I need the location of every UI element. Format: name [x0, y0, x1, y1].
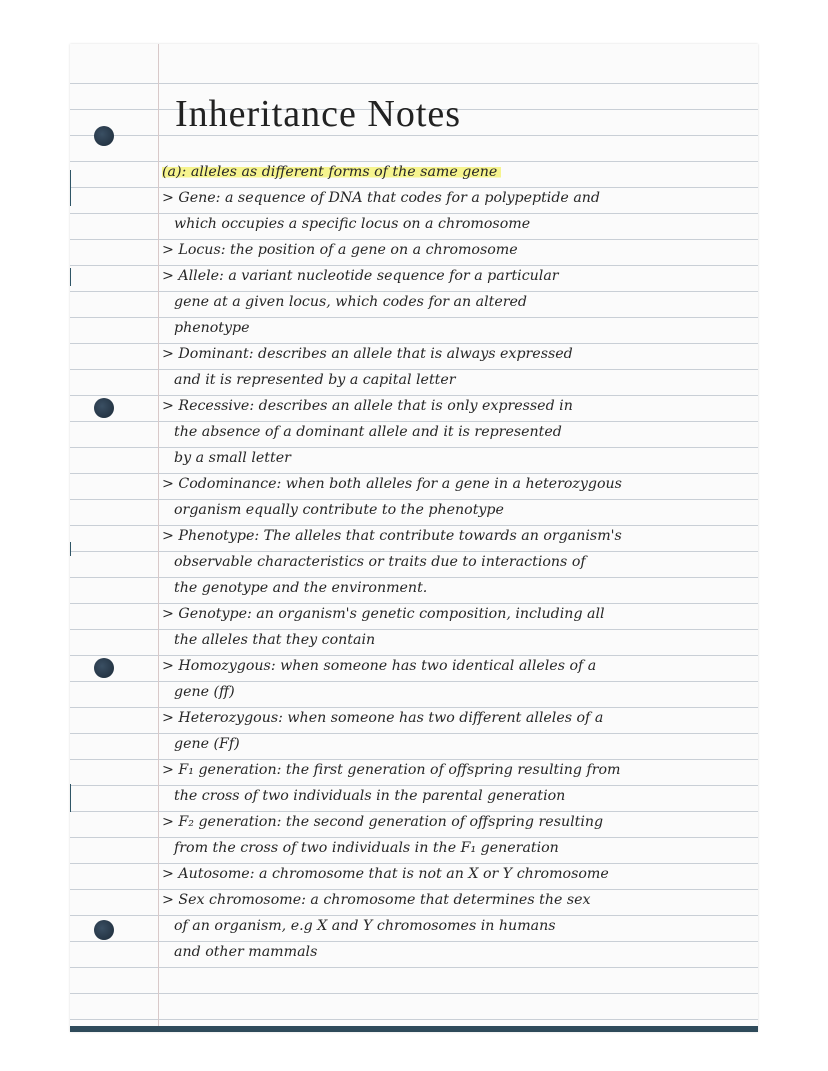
note-text: > Recessive: describes an allele that is only expressed in: [162, 398, 573, 414]
note-text: > F₁ generation: the first generation of offspring resulting from: [162, 762, 621, 778]
note-text: which occupies a specific locus on a chromosome: [174, 216, 531, 232]
note-text: of an organism, e.g X and Y chromosomes in humans: [174, 918, 556, 934]
note-text: > Codominance: when both alleles for a gene in a heterozygous: [162, 476, 622, 492]
definition-line: [162, 809, 752, 835]
punch-hole-icon: [94, 126, 114, 146]
definition-continuation: [162, 731, 752, 757]
note-text: from the cross of two individuals in the F₁ generation: [174, 840, 559, 856]
note-text: observable characteristics or traits due to interactions of: [174, 554, 586, 570]
note-text: > Phenotype: The alleles that contribute towards an organism's: [162, 528, 622, 544]
note-text: > Heterozygous: when someone has two different alleles of a: [162, 710, 604, 726]
margin-line: [158, 44, 159, 1026]
note-text: > Genotype: an organism's genetic composition, including all: [162, 606, 605, 622]
definition-continuation: [162, 497, 752, 523]
definition-line: [162, 263, 752, 289]
note-text: gene (Ff): [174, 736, 240, 752]
note-text: and other mammals: [174, 944, 318, 960]
edge-mark: [70, 268, 71, 286]
note-text: the genotype and the environment.: [174, 580, 428, 596]
page-title: Inheritance Notes: [175, 93, 462, 135]
definition-line: [162, 237, 752, 263]
note-text: phenotype: [174, 320, 250, 336]
definition-line: [162, 471, 752, 497]
edge-mark: [70, 784, 71, 812]
definition-continuation: [162, 445, 752, 471]
punch-hole-icon: [94, 658, 114, 678]
definition-line: [162, 887, 752, 913]
note-text: gene (ff): [174, 684, 235, 700]
note-text: organism equally contribute to the phenotype: [174, 502, 504, 518]
definition-continuation: [162, 211, 752, 237]
definition-continuation: [162, 627, 752, 653]
definition-continuation: [162, 549, 752, 575]
definition-continuation: [162, 367, 752, 393]
punch-hole-icon: [94, 398, 114, 418]
note-text: and it is represented by a capital letter: [174, 372, 456, 388]
note-text: > Sex chromosome: a chromosome that determines the sex: [162, 892, 591, 908]
note-text: gene at a given locus, which codes for an altered: [174, 294, 528, 310]
note-text: (a): alleles as different forms of the same gene: [162, 164, 501, 180]
definition-continuation: [162, 783, 752, 809]
punch-hole-icon: [94, 920, 114, 940]
note-text: > Allele: a variant nucleotide sequence for a particular: [162, 268, 559, 284]
definition-line: [162, 185, 752, 211]
notes-body: [162, 159, 752, 965]
note-text: the absence of a dominant allele and it is represented: [174, 424, 562, 440]
definition-continuation: [162, 939, 752, 965]
definition-line: [162, 705, 752, 731]
note-text: > Gene: a sequence of DNA that codes for a polypeptide and: [162, 190, 601, 206]
definition-continuation: [162, 679, 752, 705]
definition-line: [162, 861, 752, 887]
definition-line: [162, 393, 752, 419]
definition-continuation: [162, 575, 752, 601]
definition-continuation: [162, 419, 752, 445]
note-text: by a small letter: [174, 450, 291, 466]
note-text: > F₂ generation: the second generation of offspring resulting: [162, 814, 604, 830]
definition-line: [162, 341, 752, 367]
section-heading: [162, 159, 752, 185]
definition-continuation: [162, 913, 752, 939]
note-text: the cross of two individuals in the parental generation: [174, 788, 566, 804]
definition-line: [162, 757, 752, 783]
note-text: > Dominant: describes an allele that is always expressed: [162, 346, 573, 362]
definition-line: [162, 653, 752, 679]
definition-continuation: [162, 289, 752, 315]
note-text: > Autosome: a chromosome that is not an X or Y chromosome: [162, 866, 609, 882]
definition-line: [162, 523, 752, 549]
definition-continuation: [162, 835, 752, 861]
notebook-page: [70, 44, 758, 1032]
note-text: > Locus: the position of a gene on a chromosome: [162, 242, 518, 258]
definition-continuation: [162, 315, 752, 341]
note-text: the alleles that they contain: [174, 632, 376, 648]
definition-line: [162, 601, 752, 627]
note-text: > Homozygous: when someone has two identical alleles of a: [162, 658, 597, 674]
edge-mark: [70, 542, 71, 556]
edge-mark: [70, 170, 71, 206]
